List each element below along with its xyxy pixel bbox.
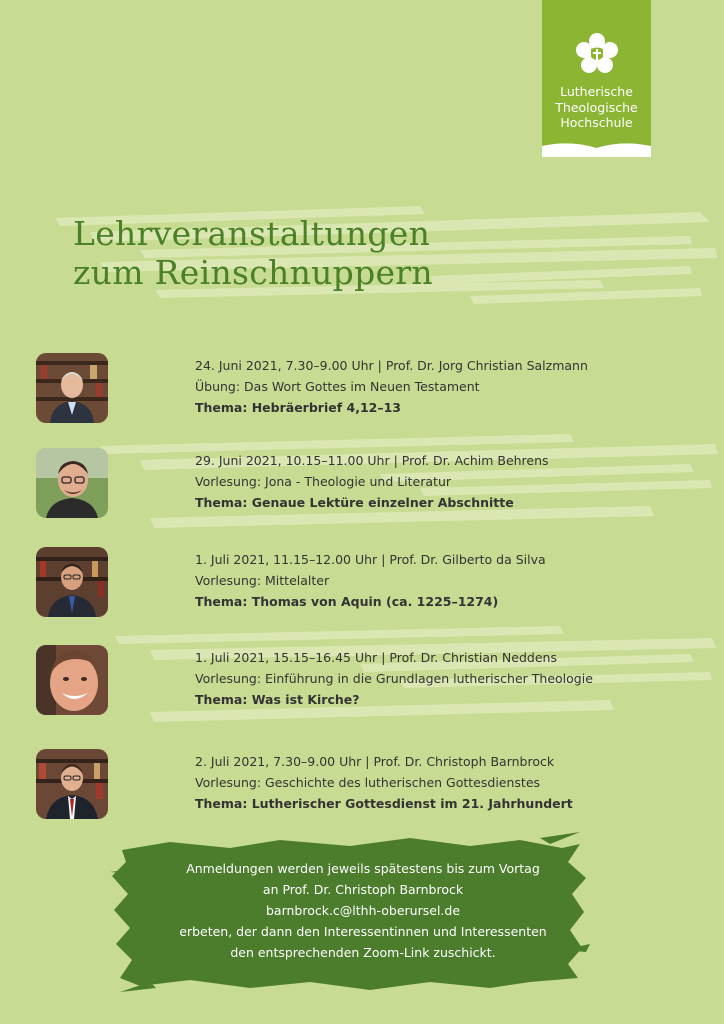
lecture-topic: Thema: Was ist Kirche? — [195, 692, 360, 707]
lecturer-photo — [36, 749, 108, 819]
lecture-item — [36, 645, 696, 717]
registration-email[interactable]: barnbrock.c@lthh-oberursel.de — [265, 903, 461, 918]
lecturer-name: Prof. Dr. Gilberto da Silva — [389, 552, 546, 567]
lecture-topic: Thema: Genaue Lektüre einzelner Abschnitte — [195, 495, 514, 510]
lecture-date-line — [195, 751, 573, 772]
page-title — [73, 214, 433, 292]
lecture-date-time: 29. Juni 2021, 10.15–11.00 Uhr — [195, 453, 390, 468]
lecturer-name: Prof. Dr. Christoph Barnbrock — [373, 754, 555, 769]
lecture-date-line — [195, 647, 593, 668]
separator: | — [381, 552, 386, 567]
lecturer-photo — [36, 645, 108, 715]
lecture-topic: Thema: Thomas von Aquin (ca. 1225–1274) — [195, 594, 499, 609]
school-name-line: Hochschule — [560, 115, 633, 130]
school-name-line: Lutherische — [560, 84, 633, 99]
registration-line: den entsprechenden Zoom-Link zuschickt. — [230, 945, 496, 960]
lecture-date-time: 1. Juli 2021, 15.15–16.45 Uhr — [195, 650, 378, 665]
lecturer-name: Prof. Dr. Jorg Christian Salzmann — [385, 358, 588, 373]
school-logo — [542, 0, 651, 157]
book-icon — [542, 142, 651, 157]
lecturer-photo — [36, 547, 108, 617]
lecture-date-time: 24. Juni 2021, 7.30–9.00 Uhr — [195, 358, 374, 373]
registration-line: an Prof. Dr. Christoph Barnbrock — [262, 882, 464, 897]
lecturer-name: Prof. Dr. Achim Behrens — [401, 453, 549, 468]
lecture-details — [195, 549, 546, 612]
lecture-details — [195, 751, 573, 814]
school-name — [542, 84, 651, 131]
course-title: Vorlesung: Jona - Theologie und Literatur — [195, 474, 452, 489]
lecture-details — [195, 647, 593, 710]
lecturer-photo — [36, 448, 108, 518]
lecture-item — [36, 547, 696, 619]
registration-line: Anmeldungen werden jeweils spätestens bis zum Vortag — [186, 861, 540, 876]
lecture-details — [195, 450, 549, 513]
lecture-details — [195, 355, 588, 418]
page-title-line: Lehrveranstaltungen — [73, 214, 431, 253]
separator: | — [381, 650, 386, 665]
lecture-item — [36, 353, 696, 425]
lecture-topic: Thema: Lutherischer Gottesdienst im 21. Jahrhundert — [195, 796, 573, 811]
page-title-line: zum Reinschnuppern — [73, 253, 433, 292]
course-title: Vorlesung: Mittelalter — [195, 573, 330, 588]
course-title: Vorlesung: Geschichte des lutherischen Gottesdienstes — [195, 775, 541, 790]
luther-rose-icon — [575, 32, 619, 76]
lecture-date-line — [195, 549, 546, 570]
lecture-item — [36, 749, 696, 821]
registration-note — [150, 858, 576, 963]
separator: | — [365, 754, 370, 769]
lecture-date-time: 2. Juli 2021, 7.30–9.00 Uhr — [195, 754, 362, 769]
course-title: Vorlesung: Einführung in die Grundlagen lutherischer Theologie — [195, 671, 593, 686]
lecturer-photo — [36, 353, 108, 423]
registration-line: erbeten, der dann den Interessentinnen und Interessenten — [179, 924, 547, 939]
separator: | — [377, 358, 382, 373]
lecturer-name: Prof. Dr. Christian Neddens — [389, 650, 557, 665]
lecture-item — [36, 448, 696, 520]
separator: | — [393, 453, 398, 468]
school-name-line: Theologische — [555, 99, 638, 115]
course-title: Übung: Das Wort Gottes im Neuen Testament — [195, 379, 480, 394]
lecture-date-time: 1. Juli 2021, 11.15–12.00 Uhr — [195, 552, 378, 567]
lecture-topic: Thema: Hebräerbrief 4,12–13 — [195, 400, 401, 415]
lecture-date-line — [195, 355, 588, 376]
lecture-date-line — [195, 450, 549, 471]
